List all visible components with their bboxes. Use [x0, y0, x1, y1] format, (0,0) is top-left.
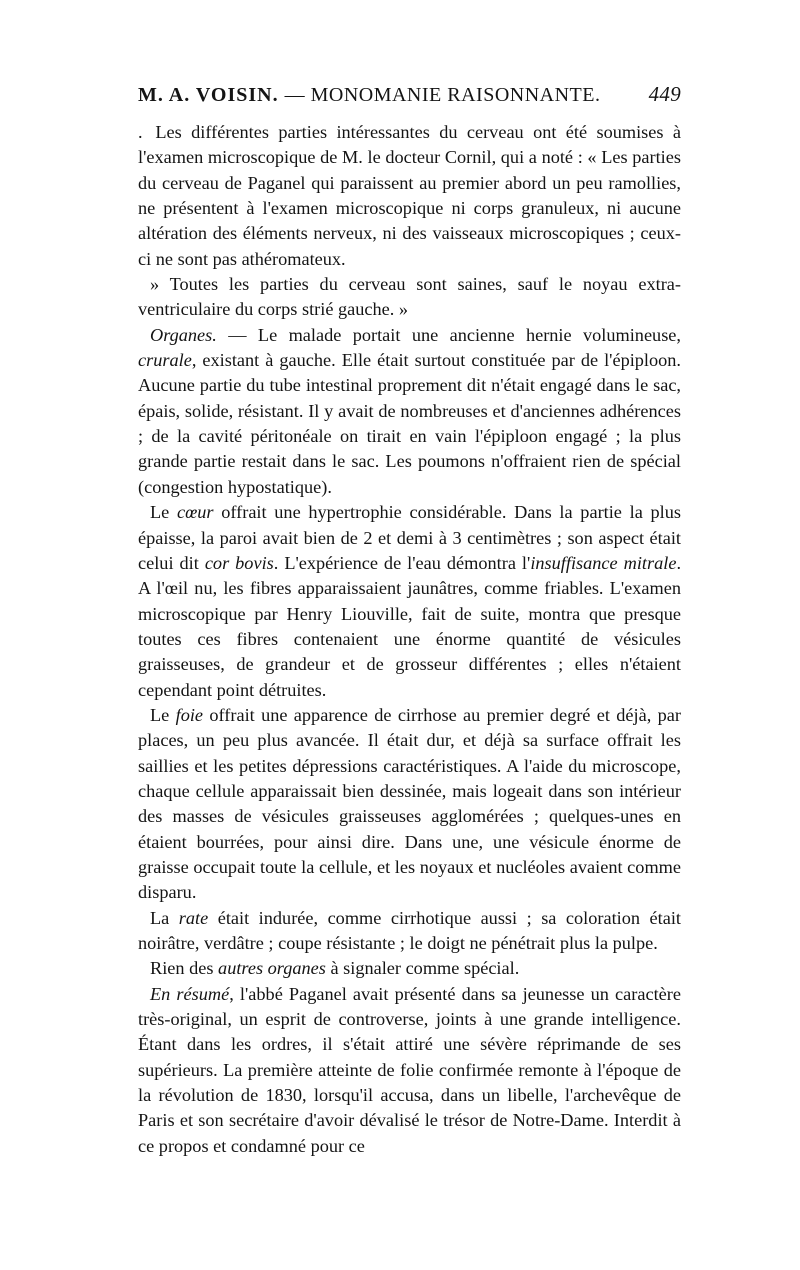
- section-heading-en-resume: En résumé: [150, 983, 230, 1004]
- italic-term: cor bovis: [204, 552, 274, 573]
- paragraph-text: , existant à gauche. Elle était surtout constituée par de l'épiploon. Aucune partie du tube intestinal proprement dit n'était engagé dans le sac, épais, solide, résistant. Il y avait de nombreuses et d'anciennes adhérences ; de la cavité péritonéale on tirait en vain l'épiploon engagé ; la plus grande partie restait dans le sac. Les poumons n'offraient rien de spécial (congestion hypostatique).: [138, 350, 681, 497]
- paragraph-text: — Le malade portait une ancienne hernie volumineuse,: [216, 324, 681, 345]
- paragraph-text: Le: [150, 704, 176, 725]
- italic-term: rate: [178, 907, 209, 928]
- paragraph-text: offrait une hypertrophie considérable. Dans la partie la plus épaisse, la paroi avait bien de 2 et demi à 3 centimètres ; son aspect était celui dit: [138, 502, 681, 573]
- paragraph-text: Rien des: [150, 958, 219, 979]
- italic-term: autres organes: [218, 958, 326, 979]
- header-dash: —: [284, 84, 306, 106]
- paragraph-text: à signaler comme spécial.: [325, 958, 520, 979]
- paragraph-text: . L'expérience de l'eau démontra l': [273, 552, 531, 573]
- paragraph-other-organs: [138, 956, 681, 981]
- paragraph-heart: [138, 500, 681, 703]
- paragraph-text: Le: [150, 502, 177, 523]
- paragraph-spleen: [138, 906, 681, 957]
- paragraph-text: » Toutes les parties du cerveau sont saines, sauf le noyau extra-ventriculaire du corps strié gauche. »: [138, 274, 681, 320]
- paragraph-text: offrait une apparence de cirrhose au premier degré et déjà, par places, un peu plus avancée. Il était dur, et déjà sa surface offrait les saillies et les petites dépressions caractéristiques. A l'aide du microscope, chaque cellule apparaissait bien dessinée, mais logeait dans son intérieur des masses de vésicules graisseuses agglomérées ; quelques-unes en étaient bourrées, pour ainsi dire. Dans une, une vésicule énorme de graisse occupait toute la cellule, et les noyaux et nucléoles avaient comme disparu.: [138, 704, 681, 903]
- section-heading-organes: Organes.: [150, 324, 217, 345]
- paragraph-liver: [138, 703, 681, 906]
- paragraph-text: Les différentes parties intéressantes du cerveau ont été soumises à l'examen microscopique de M. le docteur Cornil, qui a noté : « Les parties du cerveau de Paganel qui paraissent au premier abord un peu ramollies, ne présentent à l'examen microscopique ni corps granuleux, ni aucune altération des éléments nerveux, ni des vaisseaux microscopiques ; ceux-ci ne sont pas athéromateux.: [138, 122, 681, 269]
- page-number: 449: [648, 82, 681, 106]
- paragraph-text: La: [150, 907, 179, 928]
- paragraph-text: . A l'œil nu, les fibres apparaissaient jaunâtres, comme friables. L'examen microscopique par Henry Liouville, fait de suite, montra que presque toutes ces fibres contenaient une énorme quantité de vésicules graisseuses, de grandeur et de grosseur différentes ; elles n'étaient cependant point détruites.: [138, 552, 682, 700]
- paragraph-lead-dot: .: [138, 122, 143, 142]
- paragraph-brain-exam: [138, 120, 681, 272]
- running-header: [138, 82, 681, 110]
- book-page: [138, 82, 681, 1159]
- paragraph-text: , l'abbé Paganel avait présenté dans sa jeunesse un caractère très-original, un esprit de controverse, joints à une grande intelligence. Étant dans les ordres, il s'était attiré une sévère réprimande de ses supérieurs. La première atteinte de folie confirmée remonte à l'époque de la révolution de 1830, lorsqu'il accusa, dans un libelle, l'archevêque de Paris et son secrétaire d'avoir dévalisé le trésor de Notre-Dame. Interdit à ce propos et condamné pour ce: [138, 983, 681, 1156]
- italic-term: crurale: [138, 350, 192, 371]
- header-title-group: [279, 84, 649, 107]
- italic-term: foie: [175, 704, 204, 725]
- paragraph-summary: [138, 982, 681, 1159]
- italic-term: cœur: [176, 502, 214, 523]
- body-text: [138, 120, 681, 1159]
- header-title: MONOMANIE RAISONNANTE.: [310, 84, 601, 106]
- header-author: M. A. VOISIN.: [138, 84, 279, 106]
- paragraph-text: était indurée, comme cirrhotique aussi ; sa coloration était noirâtre, verdâtre ; coupe résistante ; le doigt ne pénétrait plus la pulpe.: [138, 907, 681, 953]
- paragraph-brain-conclusion: [138, 272, 681, 323]
- paragraph-organs: [138, 323, 681, 500]
- italic-term: insuffisance mitrale: [530, 552, 677, 573]
